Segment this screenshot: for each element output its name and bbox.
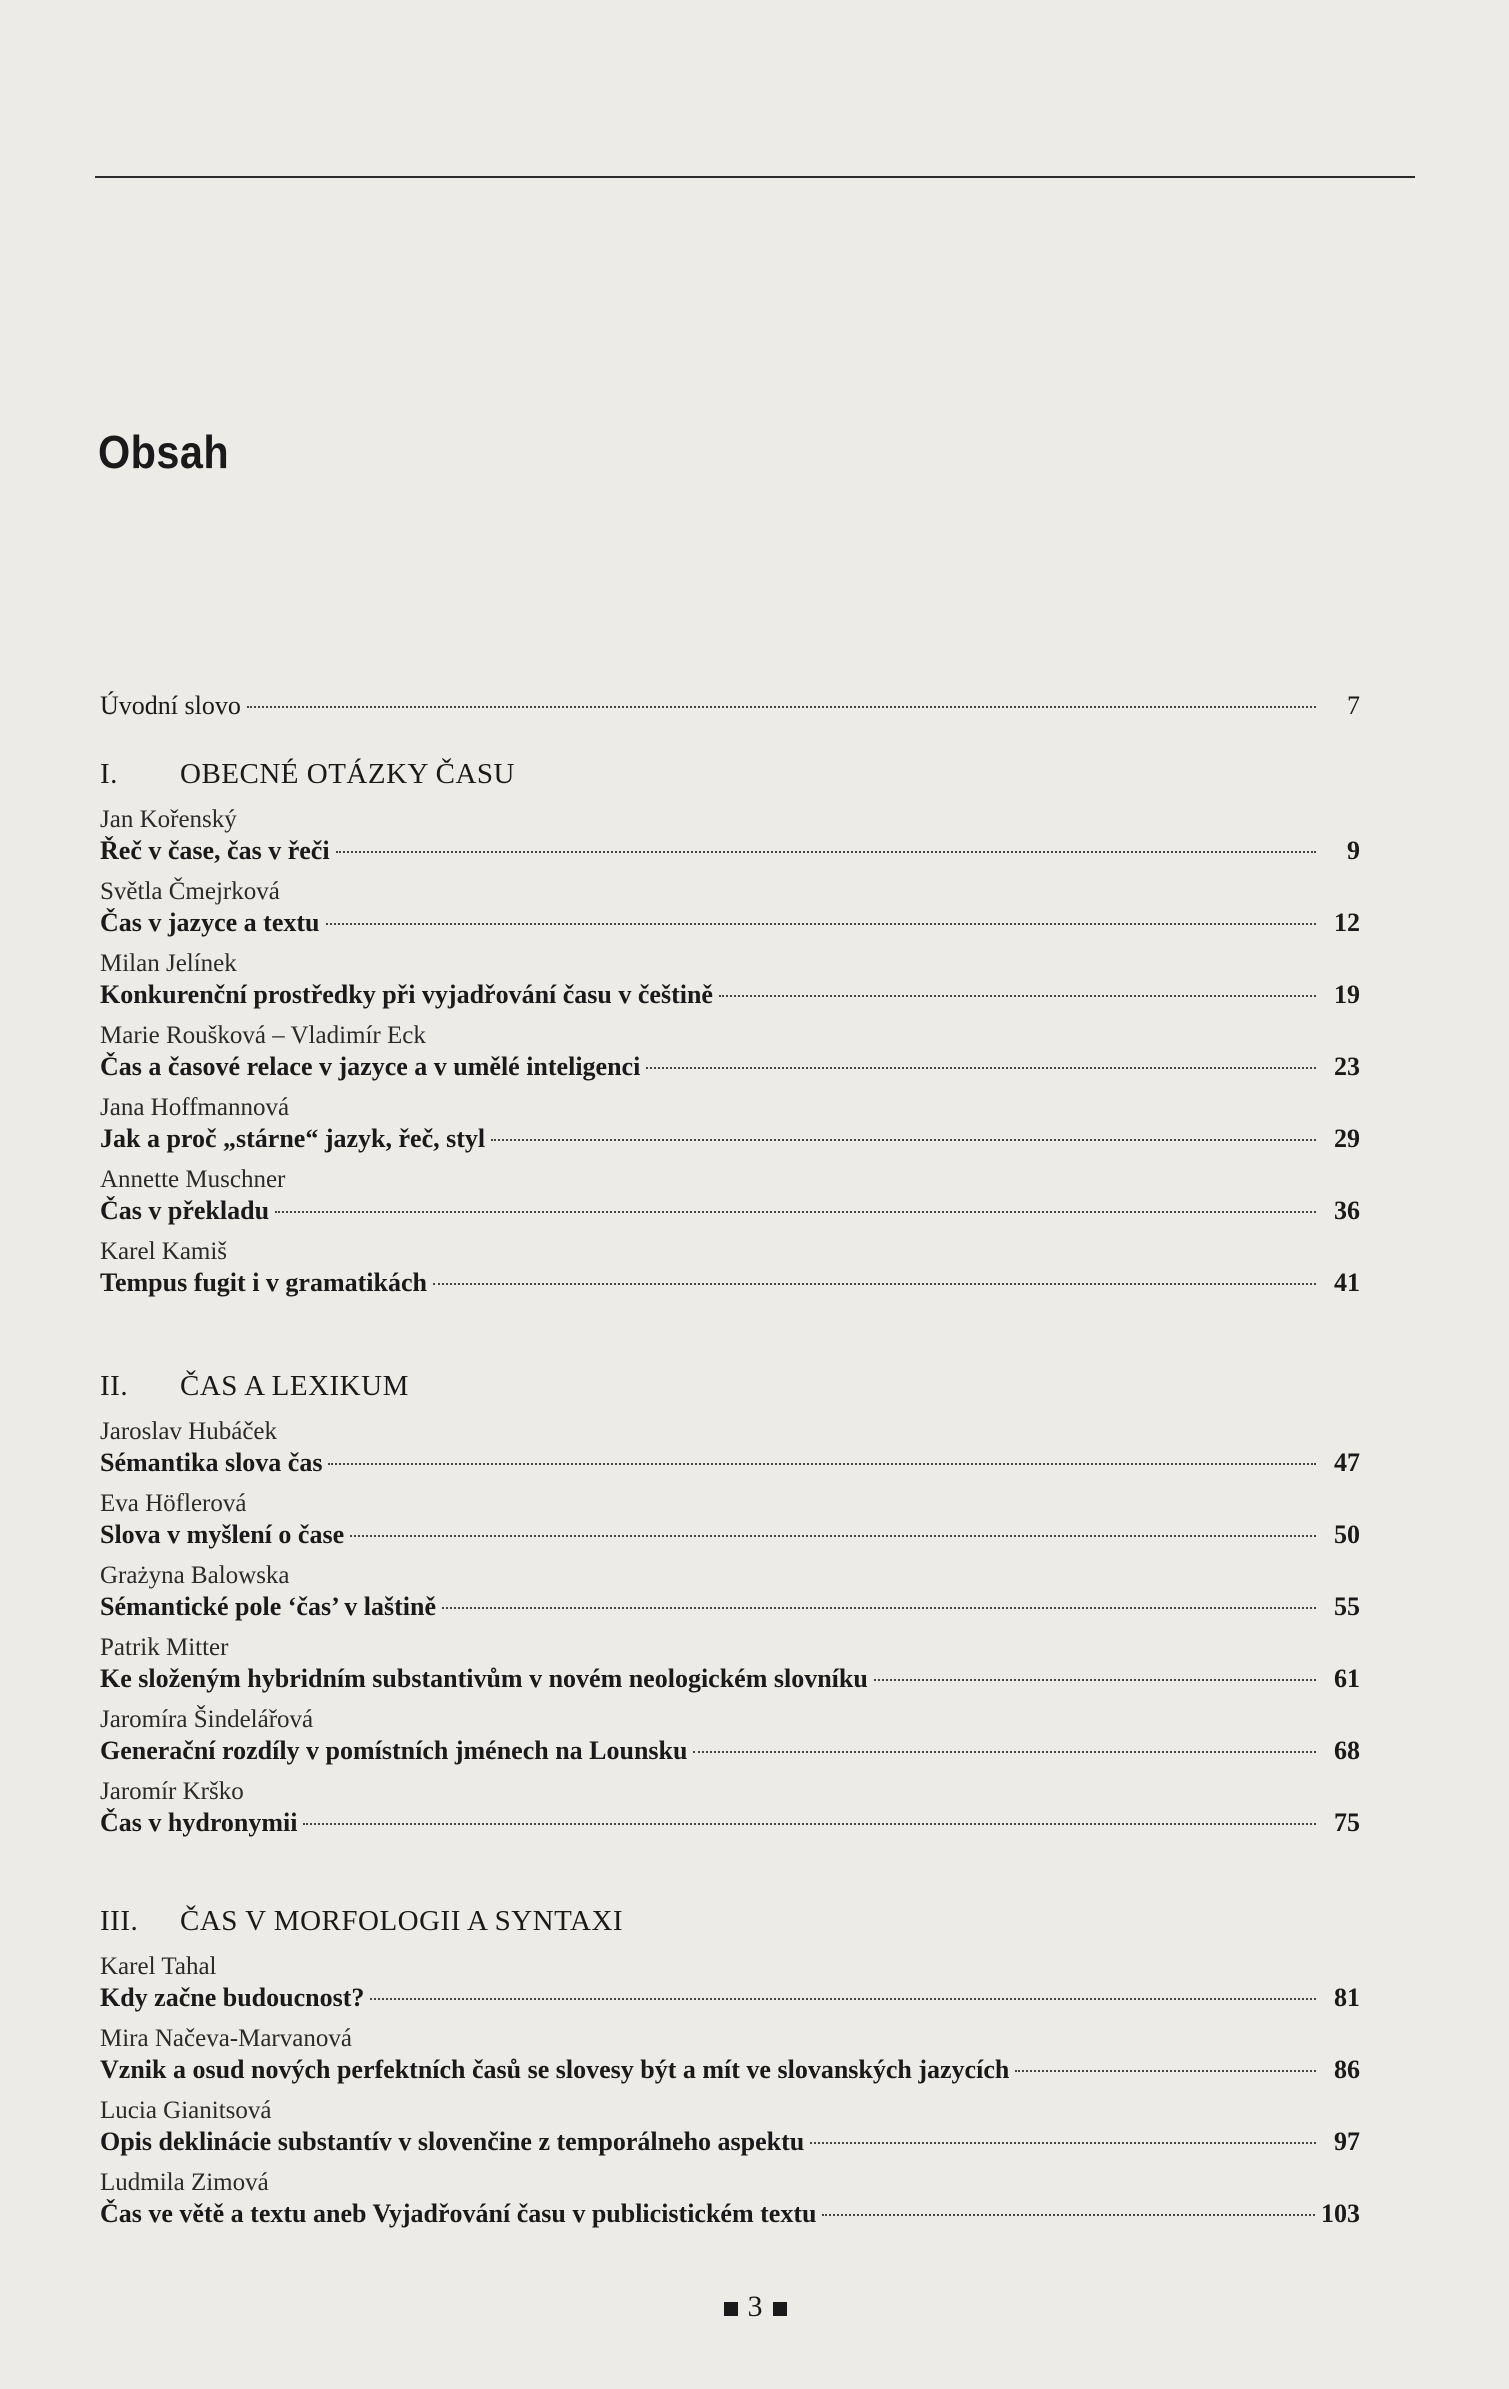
entry-title: Vznik a osud nových perfektních časů se slovesy být a mít ve slovanských jazycích (100, 2055, 1010, 2084)
leader-dots (336, 851, 1316, 853)
entry-page: 68 (1334, 1736, 1360, 1765)
leader-dots (433, 1283, 1316, 1285)
entry-author: Jan Kořenský (100, 806, 237, 833)
entry-title: Čas ve větě a textu aneb Vyjadřování času v publicistickém textu (100, 2199, 817, 2228)
entry-author: Annette Muschner (100, 1166, 286, 1193)
entry-author: Ludmila Zimová (100, 2169, 269, 2196)
entry-page: 97 (1334, 2127, 1360, 2156)
page-number: 3 (700, 2290, 810, 2324)
toc-entry (100, 1417, 1360, 1478)
entry-page: 41 (1334, 1268, 1360, 1297)
header-rule (95, 176, 1415, 178)
leader-dots (303, 1823, 1316, 1825)
leader-dots (247, 706, 1316, 708)
entry-author: Lucia Gianitsová (100, 2097, 272, 2124)
entry-page: 75 (1334, 1808, 1360, 1837)
section-2 (100, 1370, 1360, 1849)
entry-title: Tempus fugit i v gramatikách (100, 1268, 427, 1297)
entry-author: Karel Tahal (100, 1953, 217, 1980)
toc-entry (100, 877, 1360, 938)
entry-author: Světla Čmejrková (100, 878, 280, 905)
toc-entry (100, 2024, 1360, 2085)
entry-author: Eva Höflerová (100, 1490, 247, 1517)
entry-page: 29 (1334, 1124, 1360, 1153)
entry-author: Grażyna Balowska (100, 1562, 290, 1589)
entry-page: 55 (1334, 1592, 1360, 1621)
entry-page: 12 (1334, 908, 1360, 937)
entry-author: Marie Roušková – Vladimír Eck (100, 1022, 426, 1049)
page-title: Obsah (98, 426, 230, 478)
section-heading: II. ČAS A LEXIKUM (100, 1370, 409, 1402)
leader-dots (491, 1139, 1316, 1141)
entry-page: 36 (1334, 1196, 1360, 1225)
section-heading: III. ČAS V MORFOLOGII A SYNTAXI (100, 1905, 624, 1937)
entry-page: 81 (1334, 1983, 1360, 2012)
entry-title: Ke složeným hybridním substantivům v novém neologickém slovníku (100, 1664, 868, 1693)
entry-title: Jak a proč „stárne“ jazyk, řeč, styl (100, 1124, 486, 1153)
leader-dots (693, 1751, 1316, 1753)
entry-title: Čas v překladu (100, 1196, 270, 1225)
toc-entry (100, 1633, 1360, 1694)
entry-page: 47 (1334, 1448, 1360, 1477)
leader-dots (350, 1535, 1316, 1537)
toc-entry (100, 1489, 1360, 1550)
toc-entry (100, 1705, 1360, 1766)
toc-entry (100, 1952, 1360, 2013)
toc-entry (100, 2168, 1360, 2229)
leader-dots (328, 1463, 1316, 1465)
section-heading: I. OBECNÉ OTÁZKY ČASU (100, 758, 515, 790)
toc-entry (100, 1165, 1360, 1226)
entry-page: 23 (1334, 1052, 1360, 1081)
toc-entry (100, 1237, 1360, 1298)
leader-dots (822, 2214, 1315, 2216)
leader-dots (719, 995, 1316, 997)
entry-title: Konkurenční prostředky při vyjadřování času v češtině (100, 980, 713, 1009)
square-ornament-icon (724, 2302, 738, 2316)
entry-author: Jaroslav Hubáček (100, 1418, 278, 1445)
toc-entry (100, 1777, 1360, 1838)
toc-entry (100, 949, 1360, 1010)
entry-author: Jaromíra Šindelářová (100, 1706, 314, 1733)
entry-page: 61 (1334, 1664, 1360, 1693)
entry-page: 50 (1334, 1520, 1360, 1549)
leader-dots (646, 1067, 1316, 1069)
entry-page: 86 (1334, 2055, 1360, 2084)
entry-author: Mira Načeva-Marvanová (100, 2025, 352, 2052)
leader-dots (442, 1607, 1316, 1609)
entry-title: Opis deklinácie substantív v slovenčine z temporálneho aspektu (100, 2127, 805, 2156)
entry-author: Jaromír Krško (100, 1778, 244, 1805)
leader-dots (275, 1211, 1316, 1213)
entry-title: Kdy začne budoucnost? (100, 1983, 365, 2012)
entry-page: 103 (1321, 2199, 1360, 2228)
leader-dots (810, 2142, 1316, 2144)
leader-dots (370, 1998, 1316, 2000)
toc-entry (100, 1093, 1360, 1154)
entry-title: Čas a časové relace v jazyce a v umělé inteligenci (100, 1052, 641, 1081)
toc-entry (100, 1561, 1360, 1622)
entry-page: 9 (1347, 836, 1360, 865)
toc-entry (100, 2096, 1360, 2157)
entry-title: Slova v myšlení o čase (100, 1520, 345, 1549)
section-1 (100, 758, 1360, 1309)
entry-author: Karel Kamiš (100, 1238, 228, 1265)
leader-dots (874, 1679, 1316, 1681)
section-3 (100, 1905, 1360, 2240)
intro-entry (100, 690, 1360, 721)
entry-title: Čas v hydronymii (100, 1808, 298, 1837)
square-ornament-icon (773, 2302, 787, 2316)
entry-author: Jana Hoffmannová (100, 1094, 290, 1121)
toc-entry (100, 1021, 1360, 1082)
entry-title: Sémantika slova čas (100, 1448, 323, 1477)
entry-author: Milan Jelínek (100, 950, 237, 977)
entry-title: Úvodní slovo (100, 691, 241, 720)
entry-page: 19 (1334, 980, 1360, 1009)
leader-dots (326, 923, 1317, 925)
entry-author: Patrik Mitter (100, 1634, 229, 1661)
leader-dots (1015, 2070, 1316, 2072)
entry-title: Generační rozdíly v pomístních jménech na Lounsku (100, 1736, 688, 1765)
entry-title: Řeč v čase, čas v řeči (100, 836, 330, 865)
entry-title: Čas v jazyce a textu (100, 908, 320, 937)
entry-title: Sémantické pole ‘čas’ v laštině (100, 1592, 437, 1621)
entry-page: 7 (1347, 691, 1360, 720)
toc-entry (100, 805, 1360, 866)
